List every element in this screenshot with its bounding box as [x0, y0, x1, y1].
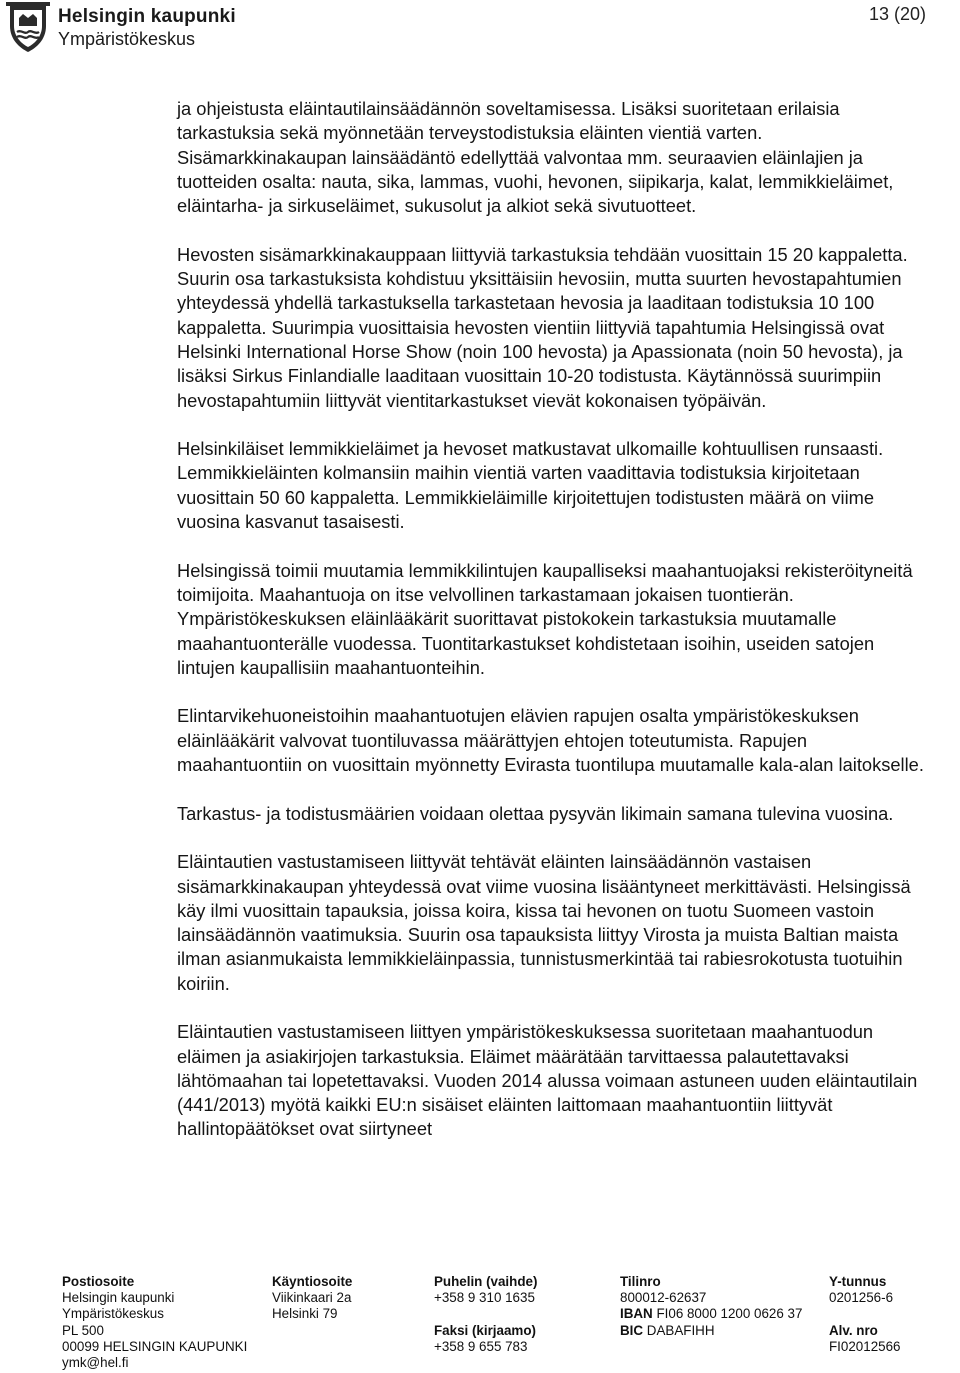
footer-fax-number: +358 9 655 783 — [434, 1338, 528, 1354]
footer-email: ymk@hel.fi — [62, 1355, 129, 1371]
iban-label: IBAN — [620, 1306, 653, 1322]
bic-label: BIC — [620, 1322, 644, 1338]
iban-value: FI06 8000 1200 0626 37 — [656, 1306, 803, 1322]
footer-heading: Faksi (kirjaamo) — [434, 1322, 536, 1338]
footer-heading: Postiosoite — [62, 1274, 135, 1289]
footer-heading: Puhelin (vaihde) — [434, 1274, 538, 1289]
document-body — [177, 97, 937, 1166]
organization-name-block — [58, 6, 236, 50]
footer-line: Helsinki 79 — [272, 1306, 338, 1322]
footer-heading: Y-tunnus — [829, 1274, 887, 1289]
footer-bank — [620, 1274, 802, 1339]
footer-heading: Käyntiosoite — [272, 1274, 353, 1289]
footer-line: Ympäristökeskus — [62, 1306, 164, 1322]
footer-postal-address — [62, 1274, 247, 1371]
footer-line: Helsingin kaupunki — [62, 1290, 175, 1306]
footer-line: PL 500 — [62, 1322, 104, 1338]
paragraph: Helsingissä toimii muutamia lemmikkilintujen kaupalliseksi maahantuojaksi rekisteröityneitä toimijoita. Maahantuoja on itse velvollinen tarkastamaan jokaisen tuontierän. Ympäristökeskuksen eläinlääkärit suorittavat pistokokein tarkastuksia muutamalle maahantuonterälle vuodessa. Tuontitarkastukset kohdistetaan isoihin, useiden satojen lintujen kaupallisiin maahantuonteihin. — [177, 559, 913, 678]
footer-business-id — [829, 1274, 900, 1355]
paragraph: Hevosten sisämarkkinakauppaan liittyviä tarkastuksia tehdään vuosittain 15 20 kappaletta. Suurin osa tarkastuksista kohdistuu yksittäisiin hevosiin, mutta suurten hevostapahtumien yhteydessä yhdellä tarkastuksella tarkastetaan hevosia ja laaditaan todistuksia 10 100 kappaletta. Suurimpia vuosittaisia hevosten vientiin liittyviä tapahtumia Helsingissä ovat Helsinki International Horse Show (noin 100 hevosta) ja Apassionata (noin 50 hevosta), ja lisäksi Sirkus Finlandialle laaditaan vuosittain 10-20 todistusta. Käytännössä suurimpiin hevostapahtumiin liittyvät vientitarkastukset vievät kokonaisen työpäivän. — [177, 243, 908, 411]
footer-vat-number: FI02012566 — [829, 1338, 901, 1354]
footer-heading: Alv. nro — [829, 1322, 878, 1338]
footer-bic — [620, 1323, 802, 1339]
bic-value: DABAFIHH — [646, 1322, 715, 1338]
footer-phone — [434, 1274, 537, 1355]
footer-heading: Tilinro — [620, 1274, 661, 1289]
footer-visiting-address — [272, 1274, 352, 1323]
paragraph: Eläintautien vastustamiseen liittyen ympäristökeskuksessa suoritetaan maahantuodun eläimen ja asiakirjojen tarkastuksia. Eläimet määrätään tarvittaessa palautettavaksi lähtömaahan tai lopetettavaksi. Vuoden 2014 alussa voimaan astuneen uuden eläintautilain (441/2013) myötä kaikki EU:n sisäiset eläinten laittomaan maahantuontiin liittyvät hallintopäätökset ovat siirtyneet — [177, 1021, 918, 1140]
footer-business-id-value: 0201256-6 — [829, 1290, 894, 1306]
footer-iban — [620, 1306, 802, 1322]
helsinki-crest-icon — [4, 2, 52, 54]
footer-account-number: 800012-62637 — [620, 1290, 707, 1306]
organization-name: Helsingin kaupunki — [58, 6, 236, 27]
page-header — [0, 0, 960, 60]
footer-line: 00099 HELSINGIN KAUPUNKI — [62, 1338, 248, 1354]
paragraph: Tarkastus- ja todistusmäärien voidaan olettaa pysyvän likimain samana tulevina vuosina. — [177, 802, 894, 824]
footer-line: Viikinkaari 2a — [272, 1290, 352, 1306]
paragraph: Eläintautien vastustamiseen liittyvät tehtävät eläinten lainsäädännön vastaisen sisämarkkinakaupan yhteydessä ovat viime vuosina lisääntyneet merkittävästi. Helsingissä käy ilmi vuosittain tapauksia, joissa koira, kissa tai hevonen on tuotu Suomeen vastoin lainsäädännön vaatimuksia. Suurin osa tapauksista liittyy Virosta ja muista Baltian maista ilman asianmukaista lemmikkieläinpassia, tunnistusmerkintää tai rabiesrokotusta tuotuihin koiriin. — [177, 851, 911, 994]
paragraph: Helsinkiläiset lemmikkieläimet ja hevoset matkustavat ulkomaille kohtuullisen runsaasti. Lemmikkieläinten kolmansiin maihin vientiä varten vaadittavia todistuksia kirjoitetaan vuosittain 50 60 kappaletta. Lemmikkieläimille kirjoitettujen todistusten määrä on viime vuosina kasvanut tasaisesti. — [177, 438, 884, 533]
organization-unit: Ympäristökeskus — [58, 29, 196, 49]
page-number: 13 (20) — [868, 4, 926, 24]
footer-phone-number: +358 9 310 1635 — [434, 1290, 535, 1306]
paragraph: ja ohjeistusta eläintautilainsäädännön soveltamisessa. Lisäksi suoritetaan erilaisia tarkastuksia sekä myönnetään terveystodistuksia eläinten vientiä varten. Sisämarkkinakaupan lainsäädäntö edellyttää valvontaa mm. seuraavien eläinlajien ja tuotteiden osalta: nauta, sika, lammas, vuohi, hevonen, siipikarja, kalat, lemmikkieläimet, eläintarha- ja sirkuseläimet, sukusolut ja alkiot sekä sivutuotteet. — [177, 98, 894, 217]
paragraph: Elintarvikehuoneistoihin maahantuotujen elävien rapujen osalta ympäristökeskuksen eläinlääkärit valvovat tuontiluvassa määrättyjen ehtojen toteutumista. Rapujen maahantuontiin on vuosittain myönnetty Evirasta tuontilupa muutamalle kala-alan laitokselle. — [177, 705, 924, 776]
